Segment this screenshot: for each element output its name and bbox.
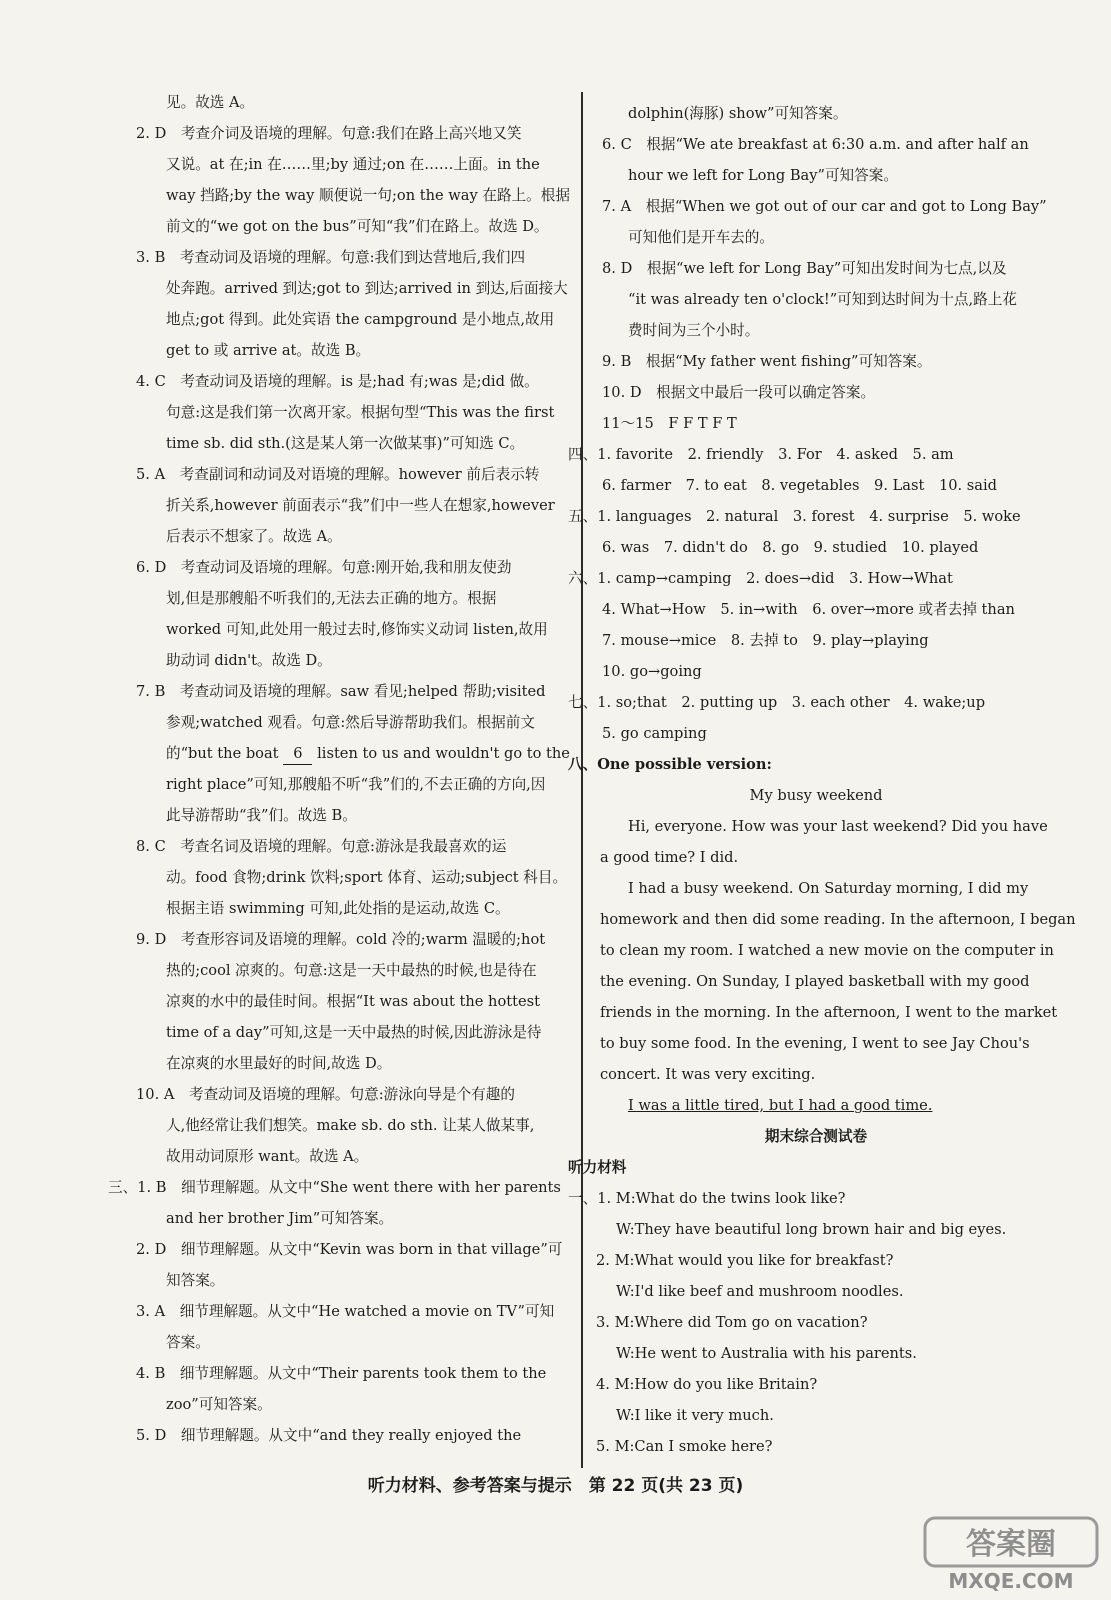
right-text-line: 6. C 根据“We ate breakfast at 6:30 a.m. and after half an [602,136,1029,153]
watermark-url: MXQE.COM [948,1569,1074,1593]
right-text-line: W:They have beautiful long brown hair and big eyes. [616,1221,1007,1238]
left-text-line: 在凉爽的水里最好的时间,故选 D。 [166,1055,392,1072]
right-text-line: 八、One possible version: [568,756,772,773]
right-text-line: W:He went to Australia with his parents. [616,1345,917,1362]
left-text-line: 折关系,however 前面表示“我”们中一些人在想家,however [166,497,555,514]
left-text-line: 3. A 细节理解题。从文中“He watched a movie on TV”可知 [136,1303,555,1320]
left-text-line: 参观;watched 观看。句意:然后导游帮助我们。根据前文 [166,714,535,731]
left-text-line: 助动词 didn't。故选 D。 [166,652,332,669]
left-text-line: 划,但是那艘船不听我们的,无法去正确的地方。根据 [166,590,497,607]
right-text-line: 6. farmer 7. to eat 8. vegetables 9. Last 10. said [602,477,998,494]
right-text-line: to clean my room. I watched a new movie on the computer in [600,942,1054,959]
right-text-line: dolphin(海豚) show”可知答案。 [628,105,848,122]
right-text-line: the evening. On Sunday, I played basketball with my good [600,973,1030,990]
left-text-line: 答案。 [166,1334,210,1351]
left-text-line: 故用动词原形 want。故选 A。 [166,1148,369,1165]
right-text-line: 5. M:Can I smoke here? [596,1438,773,1455]
left-text-line: 人,他经常让我们想笑。make sb. do sth. 让某人做某事, [166,1117,535,1134]
right-text-line: 四、1. favorite 2. friendly 3. For 4. asked 5. am [568,446,954,463]
left-text-line: 热的;cool 凉爽的。句意:这是一天中最热的时候,也是待在 [166,962,537,979]
left-text-line: and her brother Jim”可知答案。 [166,1210,394,1227]
left-text-line: 5. D 细节理解题。从文中“and they really enjoyed the [136,1427,522,1444]
left-text-line: 7. B 考查动词及语境的理解。saw 看见;helped 帮助;visited [136,683,546,700]
watermark-logo [923,1514,1099,1594]
left-text-line: 又说。at 在;in 在……里;by 通过;on 在……上面。in the [166,156,540,173]
right-text-line: hour we left for Long Bay”可知答案。 [628,167,898,184]
left-text-line: 4. C 考查动词及语境的理解。is 是;had 有;was 是;did 做。 [136,373,539,390]
right-text-line: Hi, everyone. How was your last weekend? Did you have [628,818,1048,835]
left-text-line: get to 或 arrive at。故选 B。 [166,342,371,359]
left-text-line: time of a day”可知,这是一天中最热的时候,因此游泳是待 [166,1024,542,1041]
right-text-line: I was a little tired, but I had a good time. [628,1097,933,1114]
left-text-line: 知答案。 [166,1272,225,1289]
left-text-line: 10. A 考查动词及语境的理解。句意:游泳向导是个有趣的 [136,1086,515,1103]
right-text-line: 9. B 根据“My father went fishing”可知答案。 [602,353,932,370]
right-text-line: to buy some food. In the evening, I went to see Jay Chou's [600,1035,1030,1052]
right-text-line: friends in the morning. In the afternoon, I went to the market [600,1004,1058,1021]
right-text-line: 10. go→going [602,663,702,680]
right-text-line: a good time? I did. [600,849,739,866]
right-text-line: W:I'd like beef and mushroom noodles. [616,1283,904,1300]
left-text-line: 凉爽的水中的最佳时间。根据“It was about the hottest [166,993,540,1010]
left-text-line: 根据主语 swimming 可知,此处指的是运动,故选 C。 [166,900,510,917]
right-text-line: W:I like it very much. [616,1407,774,1424]
page-footer: 听力材料、参考答案与提示 第 22 页(共 23 页) [367,1476,744,1496]
right-text-line: 六、1. camp→camping 2. does→did 3. How→What [568,570,953,587]
right-text-line: My busy weekend [749,787,883,804]
left-text-line: 3. B 考查动词及语境的理解。句意:我们到达营地后,我们四 [136,249,526,266]
right-text-line: 6. was 7. didn't do 8. go 9. studied 10. played [602,539,979,556]
right-text-line: concert. It was very exciting. [600,1066,816,1083]
right-text-line: 11～15 F F T F T [602,415,737,432]
left-text-line: 三、1. B 细节理解题。从文中“She went there with her parents [108,1179,561,1196]
column-divider [581,92,583,1468]
left-text-line: right place”可知,那艘船不听“我”们的,不去正确的方向,因 [166,776,546,793]
left-text-line: worked 可知,此处用一般过去时,修饰实义动词 listen,故用 [166,621,548,638]
right-text-line: I had a busy weekend. On Saturday morning, I did my [628,880,1029,897]
left-text-line: 动。food 食物;drink 饮料;sport 体育、运动;subject 科目。 [166,869,568,886]
left-text-line: 前文的“we got on the bus”可知“我”们在路上。故选 D。 [166,218,549,235]
left-text-line: 地点;got 得到。此处宾语 the campground 是小地点,故用 [166,311,555,328]
left-text-line: 的“but the boat 6 listen to us and wouldn't go to the [166,744,570,765]
right-text-line: 期末综合测试卷 [764,1128,868,1145]
left-text-line: 4. B 细节理解题。从文中“Their parents took them to the [136,1365,547,1382]
right-text-line: 8. D 根据“we left for Long Bay”可知出发时间为七点,以及 [602,260,1007,277]
right-text-line: 5. go camping [602,725,707,742]
fill-blank: 6 [283,744,312,765]
left-text-line: 9. D 考查形容词及语境的理解。cold 冷的;warm 温暖的;hot [136,931,546,948]
left-text-line: time sb. did sth.(这是某人第一次做某事)”可知选 C。 [166,435,525,452]
left-text-line: zoo”可知答案。 [166,1396,272,1413]
right-text-line: 可知他们是开车去的。 [628,229,774,246]
right-text-line: 4. What→How 5. in→with 6. over→more 或者去掉 than [602,601,1015,618]
right-text-line: 2. M:What would you like for breakfast? [596,1252,894,1269]
left-text-line: 6. D 考查动词及语境的理解。句意:刚开始,我和朋友使劲 [136,559,512,576]
right-text-line: 3. M:Where did Tom go on vacation? [596,1314,868,1331]
right-text-line: 7. mouse→mice 8. 去掉 to 9. play→playing [602,632,929,649]
right-text-line: 10. D 根据文中最后一段可以确定答案。 [602,384,876,401]
right-text-line: 一、1. M:What do the twins look like? [568,1190,846,1207]
left-text-line: 2. D 考查介词及语境的理解。句意:我们在路上高兴地又笑 [136,125,522,142]
left-text-line: 后表示不想家了。故选 A。 [166,528,342,545]
right-text-line: 七、1. so;that 2. putting up 3. each other 4. wake;up [568,694,986,711]
right-text-line: “it was already ten o'clock!”可知到达时间为十点,路上花 [628,291,1017,308]
left-text-line: 5. A 考查副词和动词及对语境的理解。however 前后表示转 [136,466,540,483]
right-text-line: 费时间为三个小时。 [628,322,760,339]
left-text-line: 句意:这是我们第一次离开家。根据句型“This was the first [166,404,555,421]
left-text-line: 8. C 考查名词及语境的理解。句意:游泳是我最喜欢的运 [136,838,507,855]
right-text-line: 4. M:How do you like Britain? [596,1376,818,1393]
left-text-line: 见。故选 A。 [166,94,255,111]
right-text-line: homework and then did some reading. In the afternoon, I began [600,911,1076,928]
left-text-line: 处奔跑。arrived 到达;got to 到达;arrived in 到达,后面接大 [166,280,568,297]
left-text-line: 此导游帮助“我”们。故选 B。 [166,807,357,824]
right-text-line: 听力材料 [568,1159,627,1176]
watermark-title: 答案圈 [966,1527,1056,1562]
left-text-line: 2. D 细节理解题。从文中“Kevin was born in that village”可 [136,1241,563,1258]
right-text-line: 五、1. languages 2. natural 3. forest 4. surprise 5. woke [568,508,1021,525]
left-text-line: way 挡路;by the way 顺便说一句;on the way 在路上。根据 [166,187,570,204]
right-text-line: 7. A 根据“When we got out of our car and got to Long Bay” [602,198,1047,215]
